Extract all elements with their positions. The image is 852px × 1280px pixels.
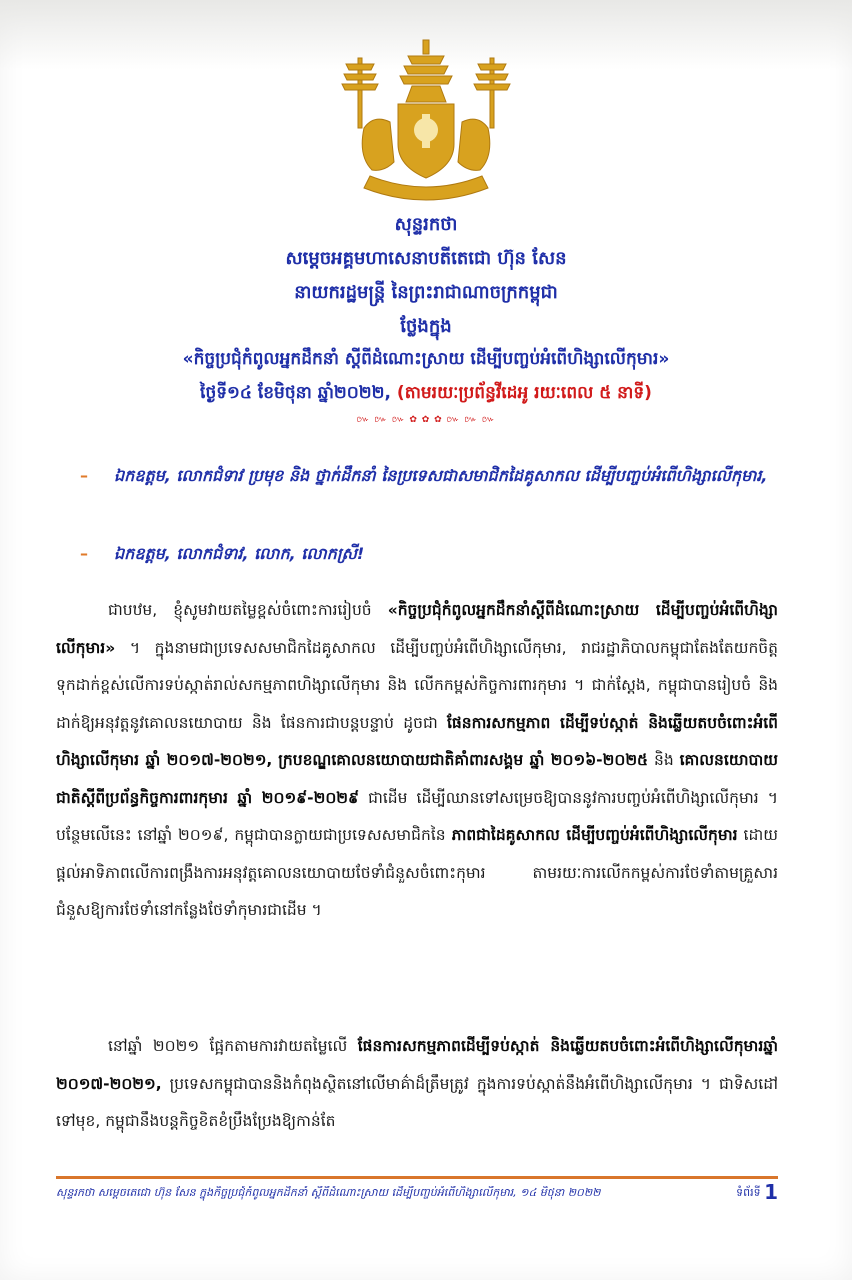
dash-bullet: –	[80, 544, 88, 563]
bold-phrase: ផែនការសកម្មភាព ដើម្បីទប់ស្កាត់ និងឆ្លើយតបចំពោះអំពើហិង្សាលើកុមារ ឆ្នាំ ២០១៧-២០២១,	[56, 713, 778, 769]
royal-coat-of-arms-emblem	[336, 38, 516, 208]
bold-phrase: ក្របខណ្ឌគោលនយោបាយជាតិគាំពារសង្គម ឆ្នាំ ២០១៦-២០២៥	[278, 751, 649, 769]
page-indicator	[736, 1180, 778, 1204]
page-number: 1	[764, 1180, 778, 1204]
event-name: «កិច្ចប្រជុំកំពូលអ្នកដឹកនាំ ស្តីពីដំណោះស្រាយ ដើម្បីបញ្ចប់អំពើហិង្សាលើកុមារ»	[182, 349, 670, 369]
speaker-position: នាយករដ្ឋមន្ត្រី នៃព្រះរាជាណាចក្រកម្ពុជា	[294, 282, 558, 303]
salutation-item: – ឯកឧត្តម, លោកជំទាវ, លោក, លោកស្រី!	[80, 538, 800, 570]
footer-citation: សុន្ទរកថា សម្តេចតេជោ ហ៊ុន សែន ក្នុងកិច្ចប្រជុំកំពូលអ្នកដឹកនាំ ស្តីពីដំណោះស្រាយ ដើម្បីបញ្ចប់អំពើហិង្សាលើកុមារ, ១៤ មិថុនា ២០២២	[56, 1186, 601, 1199]
event-date: ថ្ងៃទី១៤ ខែមិថុនា ឆ្នាំ២០២២,	[200, 383, 391, 403]
bold-phrase: «កិច្ចប្រជុំកំពូលអ្នកដឹកនាំស្តីពីដំណោះស្រាយ ដើម្បីបញ្ចប់អំពើហិង្សាលើកុមារ»	[56, 601, 778, 657]
event-mode: (តាមរយៈប្រព័ន្ធវីដេអូ រយៈពេល ៥ នាទី)	[396, 383, 652, 403]
occasion-label: ថ្លែងក្នុង	[400, 316, 452, 337]
ornament-divider: ៚ ៚ ៚ ✿ ✿ ✿ ៚ ៚ ៚	[356, 415, 496, 425]
dash-bullet: –	[80, 466, 88, 485]
bold-phrase: គោលនយោបាយជាតិស្តីពីប្រព័ន្ធកិច្ចការពារកុមារ ឆ្នាំ ២០១៩-២០២៩	[56, 751, 779, 807]
footer-rule	[56, 1176, 778, 1179]
salutation-item: – ឯកឧត្តម, លោកជំទាវ ប្រមុខ និង ថ្នាក់ដឹកនាំ នៃប្រទេសជាសមាជិកដៃគូសាកល ដើម្បីបញ្ចប់អំពើហិង្សាលើកុមារ,	[80, 460, 800, 492]
body-paragraph-1: ជាបឋម, ខ្ញុំសូមវាយតម្លៃខ្ពស់ចំពោះការរៀបចំ «កិច្ចប្រជុំកំពូលអ្នកដឹកនាំស្តីពីដំណោះស្រាយ ដើម្បីបញ្ចប់អំពើហិង្សាលើកុមារ» ។ ក្នុងនាមជាប្រទេសសមាជិកដៃគូសាកល ដើម្បីបញ្ចប់អំពើហិង្សាលើកុមារ, រាជរដ្ឋាភិបាលកម្ពុជាតែងតែយកចិត្តទុកដាក់ខ្ពស់លើការទប់ស្កាត់រាល់សកម្មភាពហិង្សាលើកុមារ និង លើកកម្ពស់កិច្ចការពារកុមារ ។ ជាក់ស្តែង, កម្ពុជាបានរៀបចំ និង ដាក់ឱ្យអនុវត្តនូវគោលនយោបាយ និង ផែនការជាបន្តបន្ទាប់ ដូចជា ផែនការសកម្មភាព ដើម្បីទប់ស្កាត់ និងឆ្លើយតបចំពោះអំពើហិង្សាលើកុមារ ឆ្នាំ ២០១៧-២០២១, ក្របខណ្ឌគោលនយោបាយជាតិគាំពារសង្គម ឆ្នាំ ២០១៦-២០២៥ និង គោលនយោបាយជាតិស្តីពីប្រព័ន្ធកិច្ចការពារកុមារ ឆ្នាំ ២០១៩-២០២៩ ជាដើម ដើម្បីឈានទៅសម្រេចឱ្យបាននូវការបញ្ចប់អំពើហិង្សាលើកុមារ ។ បន្ថែមលើនេះ នៅឆ្នាំ ២០១៩, កម្ពុជាបានក្លាយជាប្រទេសសមាជិកនៃ ភាពជាដៃគូសាកល ដើម្បីបញ្ចប់អំពើហិង្សាលើកុមារ ដោយផ្តល់អាទិភាពលើការពង្រឹងការអនុវត្តគោលនយោបាយថែទាំជំនួសចំពោះកុមារ តាមរយៈការលើកកម្ពស់ការថែទាំតាមគ្រួសារ ជំនួសឱ្យការថែទាំនៅកន្លែងថែទាំកុមារជាដើម ។	[56, 601, 779, 919]
event-date-line	[0, 382, 852, 407]
page-label: ទំព័រទី	[736, 1186, 761, 1199]
speaker-name: សម្តេចអគ្គមហាសេនាបតីតេជោ ហ៊ុន សែន	[285, 248, 567, 269]
body-paragraph-2: នៅឆ្នាំ ២០២១ ផ្អែកតាមការវាយតម្លៃលើ ផែនការសកម្មភាពដើម្បីទប់ស្កាត់ និងឆ្លើយតបចំពោះអំពើហិង្សាលើកុមារឆ្នាំ ២០១៧-២០២១, ប្រទេសកម្ពុជាបាននិងកំពុងស្ថិតនៅលើមាគ៌ាដ៏ត្រឹមត្រូវ ក្នុងការទប់ស្កាត់នឹងអំពើហិង្សាលើកុមារ ។ ជាទិសដៅទៅមុខ, កម្ពុជានឹងបន្តកិច្ចខិតខំប្រឹងប្រែងឱ្យកាន់តែ	[56, 1037, 778, 1130]
bold-phrase: ភាពជាដៃគូសាកល ដើម្បីបញ្ចប់អំពើហិង្សាលើកុមារ	[451, 826, 738, 844]
bold-phrase: ផែនការសកម្មភាពដើម្បីទប់ស្កាត់ និងឆ្លើយតបចំពោះអំពើហិង្សាលើកុមារឆ្នាំ ២០១៧-២០២១,	[56, 1037, 778, 1093]
speech-title: សុន្ទរកថា	[394, 214, 458, 235]
